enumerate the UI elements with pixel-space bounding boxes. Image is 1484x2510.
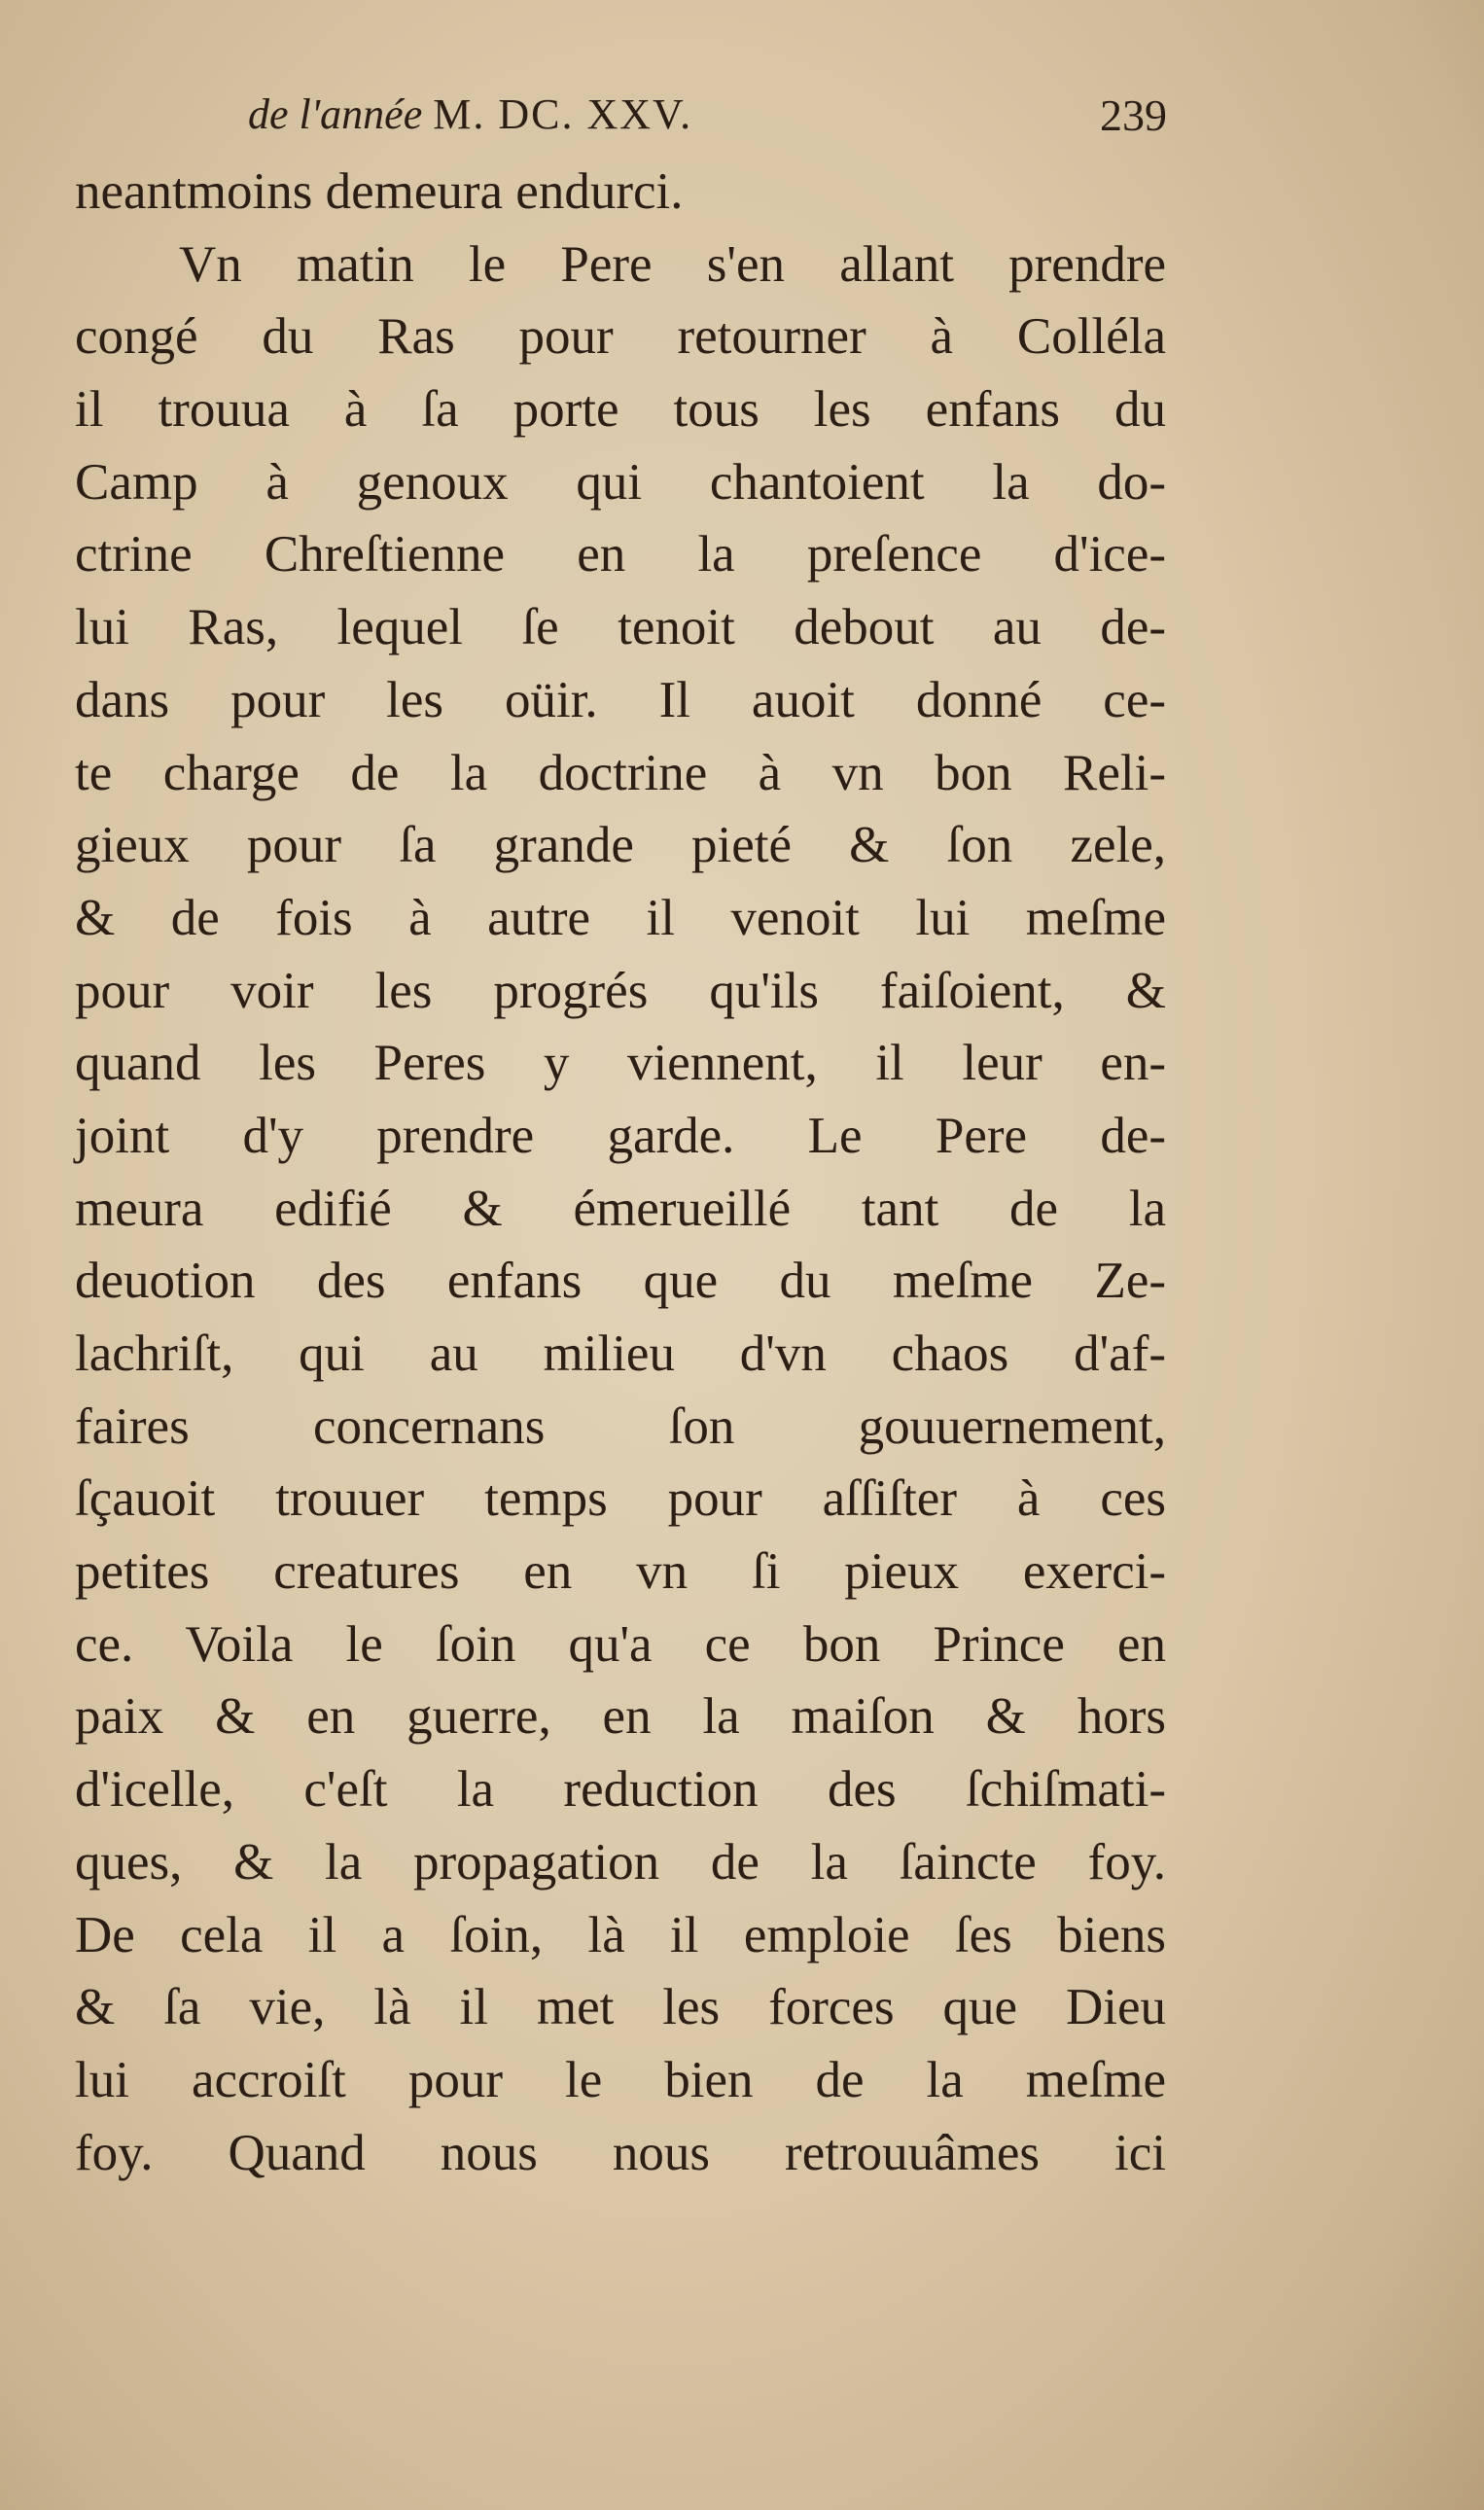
text-line xyxy=(75,1245,1166,1318)
text-line xyxy=(75,664,1166,737)
line-text: joint d'y prendre garde. Le Pere de- xyxy=(75,1107,1166,1164)
line-text: paix & en guerre, en la maiſon & hors xyxy=(75,1688,1166,1746)
line-text: ques, & la propagation de la ſaincte foy. xyxy=(75,1833,1166,1891)
text-line xyxy=(75,1027,1166,1100)
text-line xyxy=(75,1536,1166,1609)
text-line xyxy=(75,1899,1166,1972)
line-text: lui Ras, lequel ſe tenoit debout au de- xyxy=(75,599,1166,656)
line-text: & ſa vie, là il met les forces que Dieu xyxy=(75,1979,1166,2036)
text-line xyxy=(75,1680,1166,1753)
line-text: pour voir les progrés qu'ils faiſoient, & xyxy=(75,962,1166,1019)
line-text: congé du Ras pour retourner à Colléla xyxy=(75,308,1166,366)
page-header xyxy=(248,89,1167,148)
line-text: Camp à genoux qui chantoient la do- xyxy=(75,453,1166,511)
line-text: petites creatures en vn ſi pieux exerci- xyxy=(75,1543,1166,1601)
text-line xyxy=(75,2117,1166,2190)
text-line xyxy=(75,518,1166,591)
text-line xyxy=(75,2044,1166,2117)
text-line xyxy=(75,1318,1166,1391)
line-text: ce. Voila le ſoin qu'a ce bon Prince en xyxy=(75,1615,1166,1673)
line-text: De cela il a ſoin, là il emploie ſes biens xyxy=(75,1906,1166,1963)
page-number: 239 xyxy=(1100,90,1167,140)
line-text: faires concernans ſon gouuernement, xyxy=(75,1397,1166,1455)
text-line xyxy=(75,1826,1166,1899)
text-line xyxy=(75,1391,1166,1464)
text-line xyxy=(75,737,1166,810)
line-text: il trouua à ſa porte tous les enfans du xyxy=(75,381,1166,439)
text-line xyxy=(75,955,1166,1028)
text-line xyxy=(75,1971,1166,2044)
text-line xyxy=(75,1173,1166,1246)
text-line xyxy=(75,1100,1166,1173)
line-text: lui accroiſt pour le bien de la meſme xyxy=(75,2051,1166,2108)
line-text: gieux pour ſa grande pieté & ſon zele, xyxy=(75,817,1166,874)
body-text xyxy=(75,156,1166,2189)
text-line xyxy=(75,156,1166,229)
line-text: Vn matin le Pere s'en allant prendre xyxy=(179,235,1166,293)
line-text: neantmoins demeura endurci. xyxy=(75,163,684,220)
text-line xyxy=(75,300,1166,373)
line-text: deuotion des enfans que du meſme Ze- xyxy=(75,1253,1166,1310)
line-text: ctrine Chreſtienne en la preſence d'ice- xyxy=(75,526,1166,583)
text-line xyxy=(75,446,1166,519)
text-line xyxy=(75,1609,1166,1681)
line-text: meura edifié & émerueillé tant de la xyxy=(75,1180,1166,1237)
running-head xyxy=(248,89,692,139)
running-head-italic: de l'année xyxy=(248,90,423,138)
line-text: foy. Quand nous nous retrouuâmes ici xyxy=(75,2124,1166,2181)
text-line xyxy=(75,591,1166,664)
line-text: lachriſt, qui au milieu d'vn chaos d'af- xyxy=(75,1326,1166,1382)
line-text: d'icelle, c'eſt la reduction des ſchiſmati- xyxy=(75,1761,1166,1819)
running-head-year: M. DC. XXV. xyxy=(433,90,693,138)
line-text: dans pour les oüir. Il auoit donné ce- xyxy=(75,671,1166,728)
text-line xyxy=(75,229,1166,301)
text-line xyxy=(75,1753,1166,1826)
line-text: ſçauoit trouuer temps pour aſſiſter à ces xyxy=(75,1470,1166,1528)
line-text: te charge de la doctrine à vn bon Reli- xyxy=(75,744,1166,801)
line-text: quand les Peres y viennent, il leur en- xyxy=(75,1035,1166,1092)
text-line xyxy=(75,809,1166,882)
text-line xyxy=(75,1463,1166,1536)
text-line xyxy=(75,882,1166,955)
line-text: & de fois à autre il venoit lui meſme xyxy=(75,889,1166,946)
text-line xyxy=(75,373,1166,446)
